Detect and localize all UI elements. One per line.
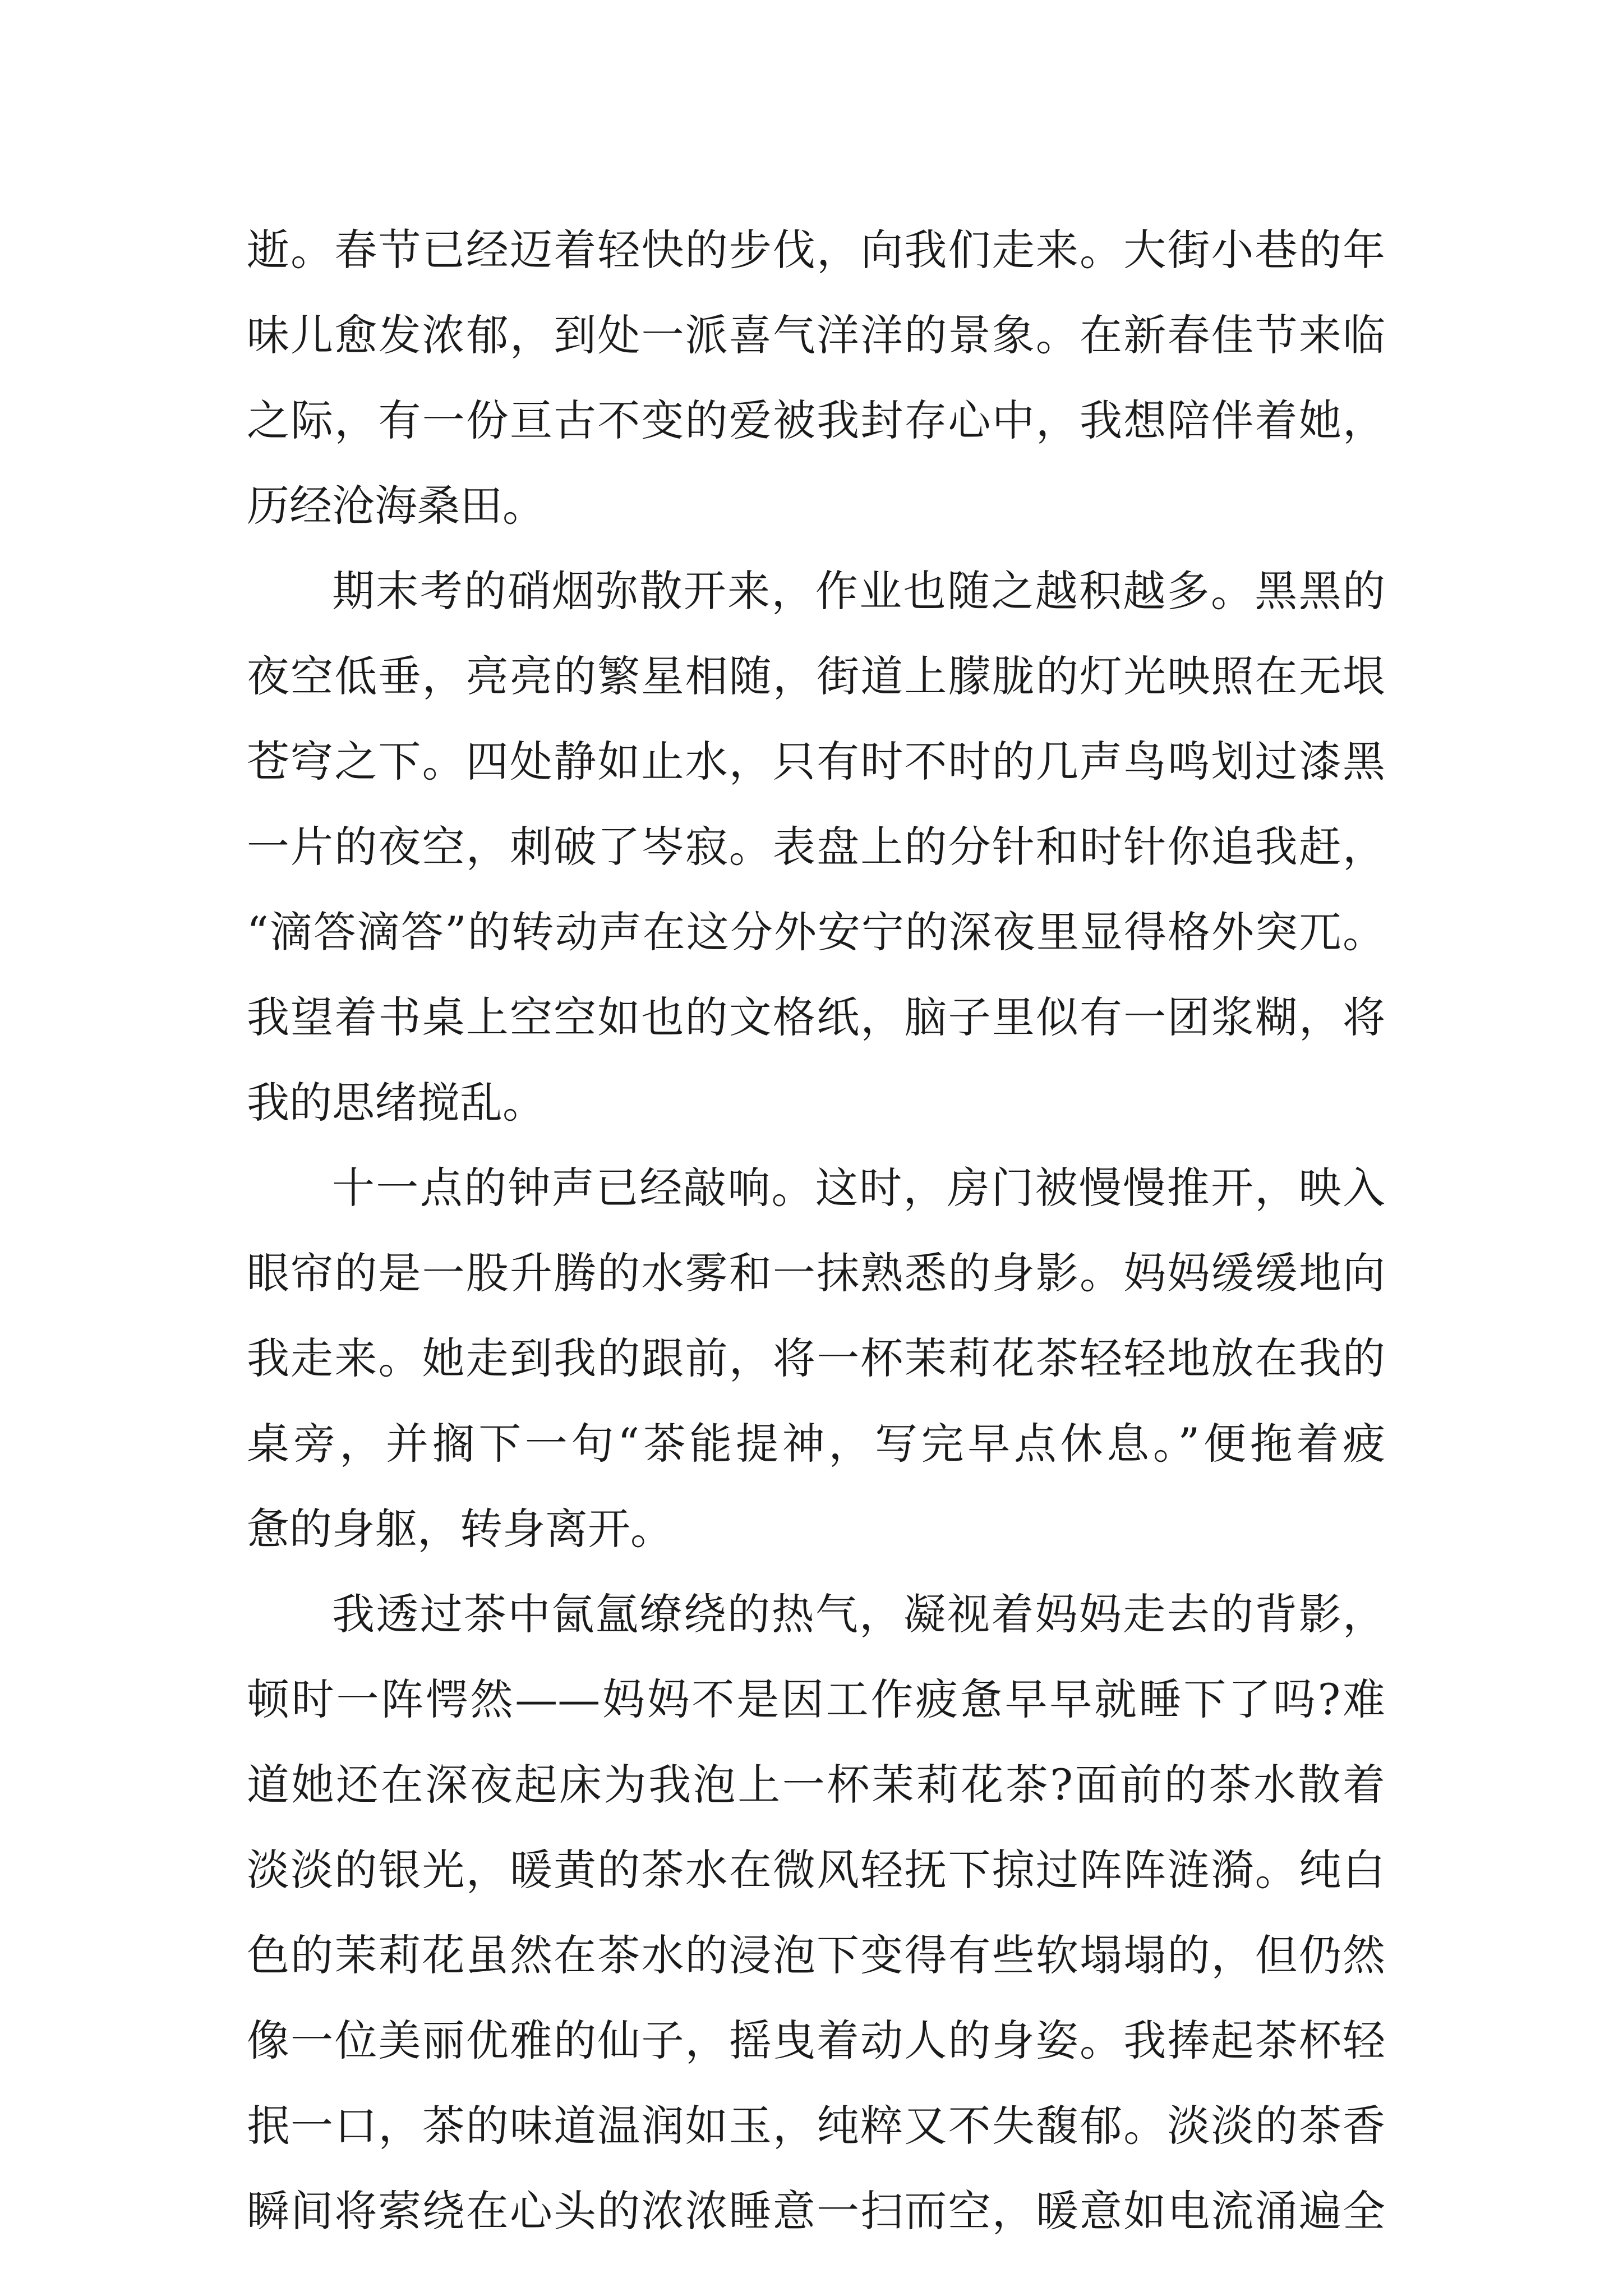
text-line: 色的茉莉花虽然在茶水的浸泡下变得有些软塌塌的，但仍然 — [247, 1930, 1385, 1980]
text-line: 逝。春节已经迈着轻快的步伐，向我们走来。大街小巷的年 — [247, 225, 1385, 275]
text-line: 苍穹之下。四处静如止水，只有时不时的几声鸟鸣划过漆黑 — [247, 737, 1385, 786]
text-line: 惫的身躯，转身离开。 — [247, 1504, 673, 1554]
text-line: 期末考的硝烟弥散开来，作业也随之越积越多。黑黑的 — [332, 566, 1385, 616]
text-line: 我的思绪搅乱。 — [247, 1078, 545, 1128]
text-line: 我望着书桌上空空如也的文格纸，脑子里似有一团浆糊，将 — [247, 992, 1385, 1042]
text-line: 之际，有一份亘古不变的爱被我封存心中，我想陪伴着她， — [247, 395, 1385, 445]
text-line: 道她还在深夜起床为我泡上一杯茉莉花茶?面前的茶水散着 — [247, 1760, 1385, 1810]
text-line: 我走来。她走到我的跟前，将一杯茉莉花茶轻轻地放在我的 — [247, 1333, 1385, 1383]
text-line: “滴答滴答”的转动声在这分外安宁的深夜里显得格外突兀。 — [247, 907, 1385, 957]
text-line: 历经沧海桑田。 — [247, 481, 545, 531]
text-line: 我透过茶中氤氲缭绕的热气，凝视着妈妈走去的背影， — [332, 1589, 1385, 1639]
text-line: 十一点的钟声已经敲响。这时，房门被慢慢推开，映入 — [332, 1163, 1385, 1213]
text-line: 像一位美丽优雅的仙子，摇曳着动人的身姿。我捧起茶杯轻 — [247, 2016, 1385, 2065]
text-line: 味儿愈发浓郁，到处一派喜气洋洋的景象。在新春佳节来临 — [247, 310, 1385, 360]
text-line: 顿时一阵愕然——妈妈不是因工作疲惫早早就睡下了吗?难 — [247, 1674, 1385, 1724]
body-text — [247, 208, 1385, 2254]
text-line: 眼帘的是一股升腾的水雾和一抹熟悉的身影。妈妈缓缓地向 — [247, 1248, 1385, 1298]
text-line: 瞬间将萦绕在心头的浓浓睡意一扫而空，暖意如电流涌遍全 — [247, 2186, 1385, 2236]
text-line: 淡淡的银光，暖黄的茶水在微风轻抚下掠过阵阵涟漪。纯白 — [247, 1845, 1385, 1895]
text-line: 抿一口，茶的味道温润如玉，纯粹又不失馥郁。淡淡的茶香 — [247, 2101, 1385, 2151]
text-line: 桌旁，并搁下一句“茶能提神，写完早点休息。”便拖着疲 — [247, 1419, 1385, 1469]
text-line: 夜空低垂，亮亮的繁星相随，街道上朦胧的灯光映照在无垠 — [247, 651, 1385, 701]
text-line: 一片的夜空，刺破了岑寂。表盘上的分针和时针你追我赶， — [247, 822, 1385, 872]
